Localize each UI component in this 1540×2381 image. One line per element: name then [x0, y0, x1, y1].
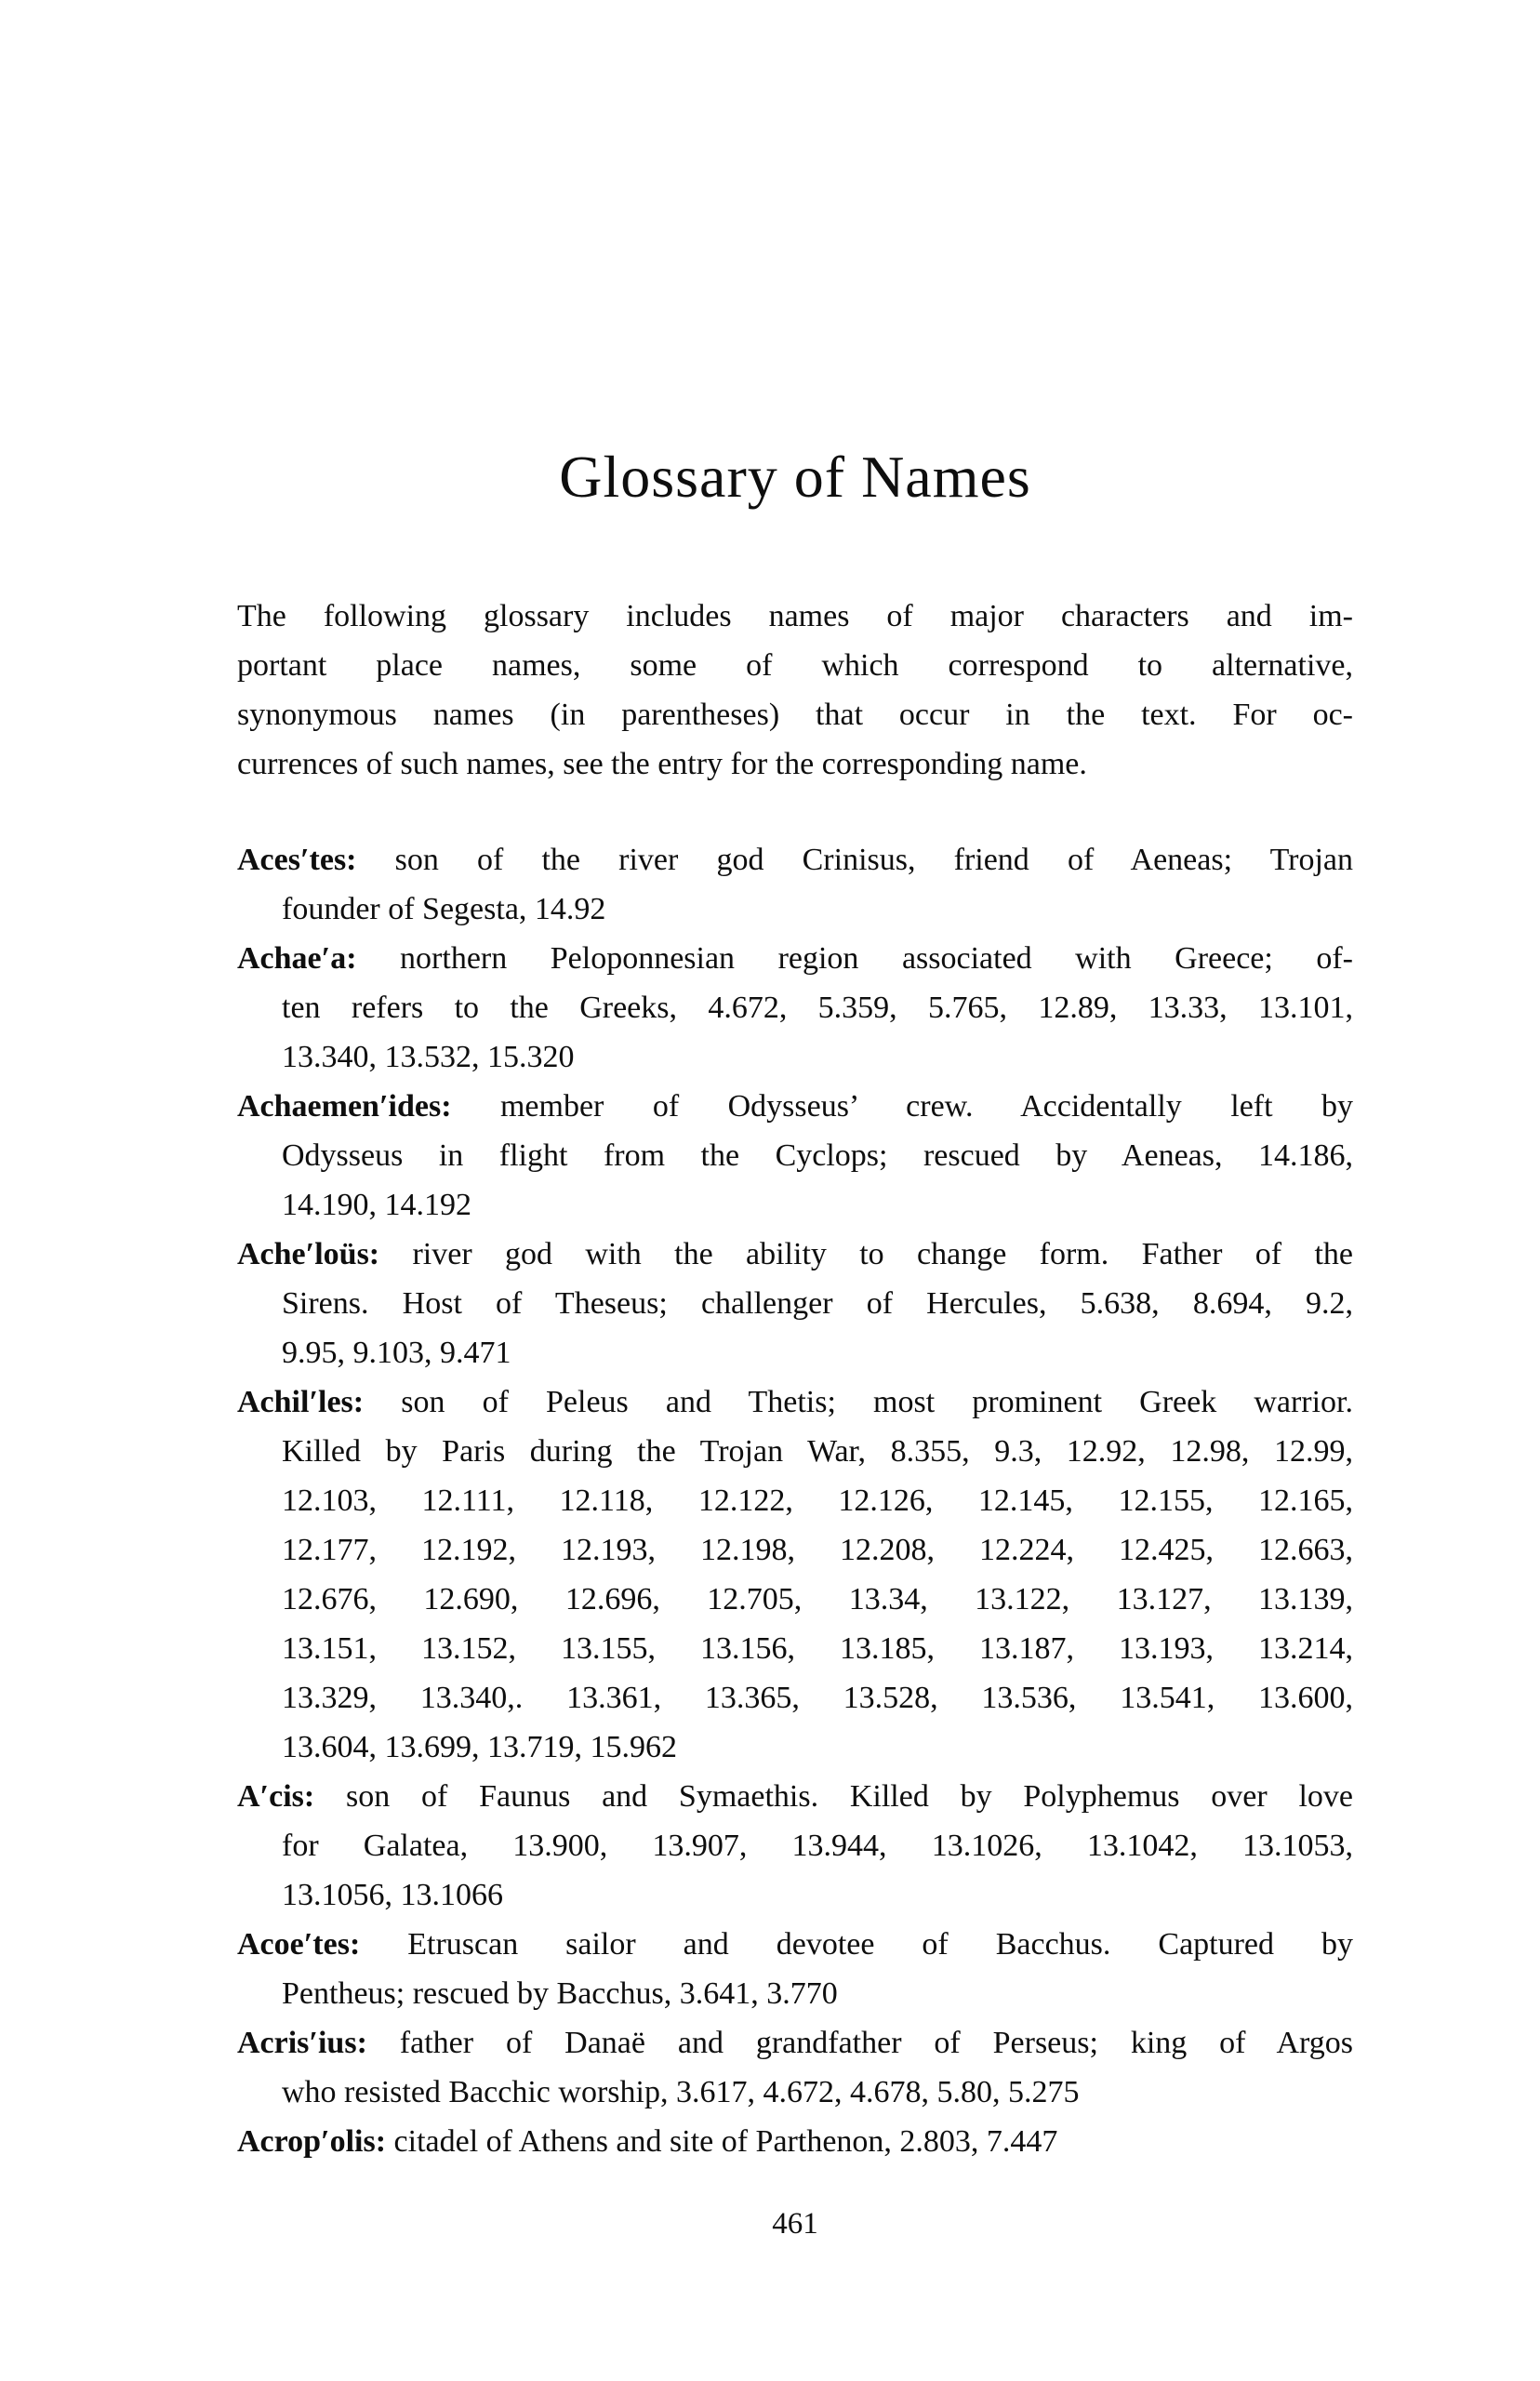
- entry-term: Achil′les:: [237, 1385, 365, 1419]
- entry-term: Achae′a:: [237, 941, 357, 976]
- entry-continuation-line: 12.177, 12.192, 12.193, 12.198, 12.208, 12.224, 12.425, 12.663,: [282, 1533, 1353, 1567]
- entry-term: Acris′ius:: [237, 2026, 367, 2060]
- entry-term: Aces′tes:: [237, 843, 357, 877]
- intro-line: portant place names, some of which correspond to alternative,: [237, 648, 1353, 683]
- glossary-entry: [237, 835, 1353, 934]
- glossary-entry: [237, 1230, 1353, 1377]
- entry-first-line: Aces′tes: son of the river god Crinisus, friend of Aeneas; Trojan: [237, 843, 1353, 877]
- glossary-entry: [237, 2018, 1353, 2117]
- entry-first-line: Acrop′olis: citadel of Athens and site of Parthenon, 2.803, 7.447: [237, 2124, 1058, 2159]
- page-number: 461: [772, 2207, 818, 2241]
- glossary-entry: [237, 1377, 1353, 1772]
- entry-continuation-line: Odysseus in flight from the Cyclops; rescued by Aeneas, 14.186,: [282, 1138, 1353, 1173]
- entry-first-line: Achaemen′ides: member of Odysseus’ crew. Accidentally left by: [237, 1089, 1353, 1124]
- glossary-entry: [237, 934, 1353, 1082]
- entry-first-line: Acoe′tes: Etruscan sailor and devotee of Bacchus. Captured by: [237, 1927, 1353, 1962]
- entry-first-line: Ache′loüs: river god with the ability to change form. Father of the: [237, 1237, 1353, 1271]
- entry-continuation-line: 12.676, 12.690, 12.696, 12.705, 13.34, 13.122, 13.127, 13.139,: [282, 1582, 1353, 1616]
- entry-continuation-line: for Galatea, 13.900, 13.907, 13.944, 13.1026, 13.1042, 13.1053,: [282, 1829, 1353, 1863]
- entry-term: A′cis:: [237, 1779, 315, 1814]
- entry-continuation-line: who resisted Bacchic worship, 3.617, 4.672, 4.678, 5.80, 5.275: [282, 2075, 1080, 2109]
- entry-continuation-line: 13.604, 13.699, 13.719, 15.962: [282, 1730, 677, 1764]
- entry-continuation-line: 13.340, 13.532, 15.320: [282, 1040, 575, 1074]
- glossary-entry: [237, 1082, 1353, 1230]
- page-title: Glossary of Names: [559, 443, 1031, 510]
- entry-term: Achaemen′ides:: [237, 1089, 452, 1124]
- entry-term: Acrop′olis:: [237, 2124, 387, 2159]
- glossary-entry: [237, 1920, 1353, 2018]
- entry-first-line: Achil′les: son of Peleus and Thetis; most prominent Greek warrior.: [237, 1385, 1353, 1419]
- entry-first-line: A′cis: son of Faunus and Symaethis. Killed by Polyphemus over love: [237, 1779, 1353, 1814]
- entry-continuation-line: Killed by Paris during the Trojan War, 8.355, 9.3, 12.92, 12.98, 12.99,: [282, 1434, 1353, 1469]
- entry-continuation-line: 12.103, 12.111, 12.118, 12.122, 12.126, 12.145, 12.155, 12.165,: [282, 1483, 1353, 1518]
- entry-continuation-line: 13.151, 13.152, 13.155, 13.156, 13.185, 13.187, 13.193, 13.214,: [282, 1631, 1353, 1666]
- intro-line: currences of such names, see the entry for the corresponding name.: [237, 747, 1087, 781]
- entry-continuation-line: ten refers to the Greeks, 4.672, 5.359, 5.765, 12.89, 13.33, 13.101,: [282, 991, 1353, 1025]
- intro-line: The following glossary includes names of major characters and im-: [237, 599, 1353, 633]
- glossary-entries: [237, 835, 1353, 2166]
- entry-first-line: Acris′ius: father of Danaë and grandfather of Perseus; king of Argos: [237, 2026, 1353, 2060]
- entry-continuation-line: 14.190, 14.192: [282, 1188, 471, 1222]
- entry-continuation-line: 13.329, 13.340,. 13.361, 13.365, 13.528, 13.536, 13.541, 13.600,: [282, 1681, 1353, 1715]
- entry-term: Ache′loüs:: [237, 1237, 380, 1271]
- entry-continuation-line: Pentheus; rescued by Bacchus, 3.641, 3.770: [282, 1976, 838, 2011]
- intro-line: synonymous names (in parentheses) that occur in the text. For oc-: [237, 698, 1353, 732]
- glossary-entry: [237, 1772, 1353, 1920]
- entry-continuation-line: founder of Segesta, 14.92: [282, 892, 606, 926]
- glossary-entry: [237, 2117, 1353, 2166]
- intro-paragraph: [237, 592, 1353, 789]
- entry-term: Acoe′tes:: [237, 1927, 361, 1962]
- entry-continuation-line: Sirens. Host of Theseus; challenger of Hercules, 5.638, 8.694, 9.2,: [282, 1286, 1353, 1321]
- entry-first-line: Achae′a: northern Peloponnesian region associated with Greece; of-: [237, 941, 1353, 976]
- entry-continuation-line: 9.95, 9.103, 9.471: [282, 1336, 511, 1370]
- entry-continuation-line: 13.1056, 13.1066: [282, 1878, 503, 1912]
